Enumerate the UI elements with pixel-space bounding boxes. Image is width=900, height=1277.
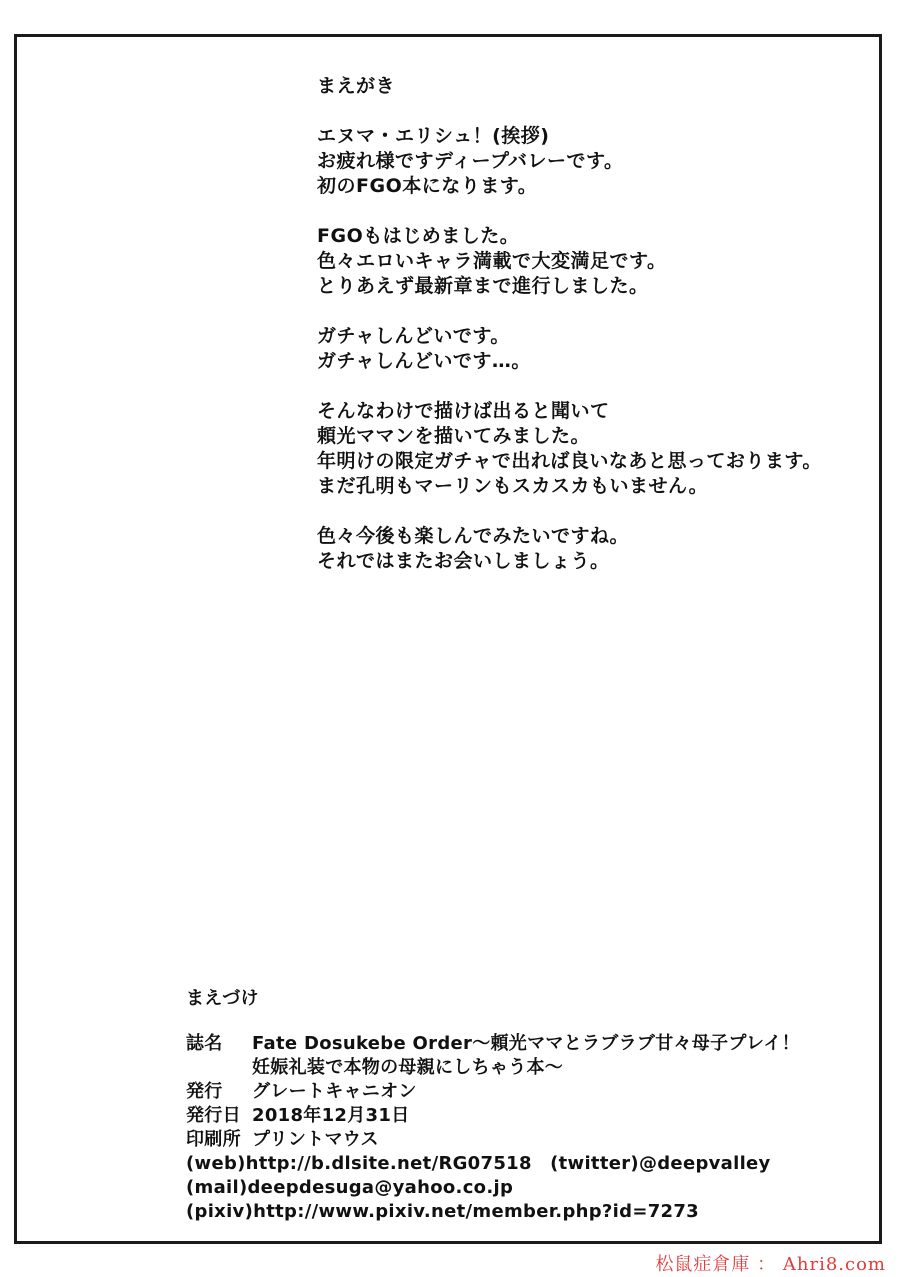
foreword-paragraph-5 bbox=[317, 524, 877, 574]
foreword-line: 年明けの限定ガチャで出れば良いなあと思っております。 bbox=[317, 450, 822, 472]
foreword-line: お疲れ様ですディープバレーです。 bbox=[317, 150, 624, 172]
foreword-paragraph-2 bbox=[317, 224, 877, 299]
colophon-row-title bbox=[186, 1032, 876, 1056]
foreword-line: エヌマ・エリシュ！(挨拶) bbox=[317, 125, 550, 147]
foreword-line: 初のFGO本になります。 bbox=[317, 175, 538, 197]
contact-mail: (mail)deepdesuga@yahoo.co.jp bbox=[186, 1177, 514, 1198]
foreword-paragraph-3 bbox=[317, 324, 877, 374]
contact-pixiv: (pixiv)http://www.pixiv.net/member.php?id=7273 bbox=[186, 1201, 700, 1222]
colophon-row-publisher bbox=[186, 1080, 876, 1104]
foreword-section bbox=[317, 74, 877, 599]
colophon-row-printer bbox=[186, 1128, 876, 1152]
book-title: Fate Dosukebe Order～頼光ママとラブラブ甘々母子プレイ！ bbox=[252, 1033, 800, 1054]
foreword-paragraph-1 bbox=[317, 124, 877, 199]
foreword-line: そんなわけで描けば出ると聞いて bbox=[317, 400, 610, 422]
book-subtitle: 妊娠礼装で本物の母親にしちゃう本～ bbox=[252, 1057, 564, 1078]
foreword-line: とりあえず最新章まで進行しました。 bbox=[317, 275, 649, 297]
foreword-line: FGOもはじめました。 bbox=[317, 225, 520, 247]
foreword-line: 色々エロいキャラ満載で大変満足です。 bbox=[317, 250, 667, 272]
foreword-line: まだ孔明もマーリンもスカスカもいません。 bbox=[317, 475, 709, 497]
foreword-line: ガチャしんどいです。 bbox=[317, 325, 510, 347]
colophon-label: 発行 bbox=[186, 1081, 223, 1102]
contact-web: (web)http://b.dlsite.net/RG07518 (twitter)@deepvalley bbox=[186, 1153, 771, 1174]
colophon-title: まえづけ bbox=[186, 988, 259, 1009]
watermark-text: 松鼠症倉庫 ： Ahri8.com bbox=[655, 1254, 886, 1275]
foreword-line: 頼光ママンを描いてみました。 bbox=[317, 425, 591, 447]
publisher-name: グレートキャニオン bbox=[252, 1081, 417, 1102]
printer-name: プリントマウス bbox=[252, 1129, 379, 1150]
colophon-row-date bbox=[186, 1104, 876, 1128]
foreword-paragraph-4 bbox=[317, 399, 877, 499]
colophon-label: 誌名 bbox=[186, 1033, 223, 1054]
publish-date: 2018年12月31日 bbox=[252, 1105, 410, 1126]
foreword-line: 色々今後も楽しんでみたいですね。 bbox=[317, 525, 630, 547]
foreword-line: ガチャしんどいです…。 bbox=[317, 350, 531, 372]
colophon-section bbox=[186, 987, 876, 1224]
foreword-title: まえがき bbox=[317, 75, 396, 97]
colophon-label: 印刷所 bbox=[186, 1129, 241, 1150]
colophon-label: 発行日 bbox=[186, 1105, 241, 1126]
foreword-line: それではまたお会いしましょう。 bbox=[317, 550, 610, 572]
